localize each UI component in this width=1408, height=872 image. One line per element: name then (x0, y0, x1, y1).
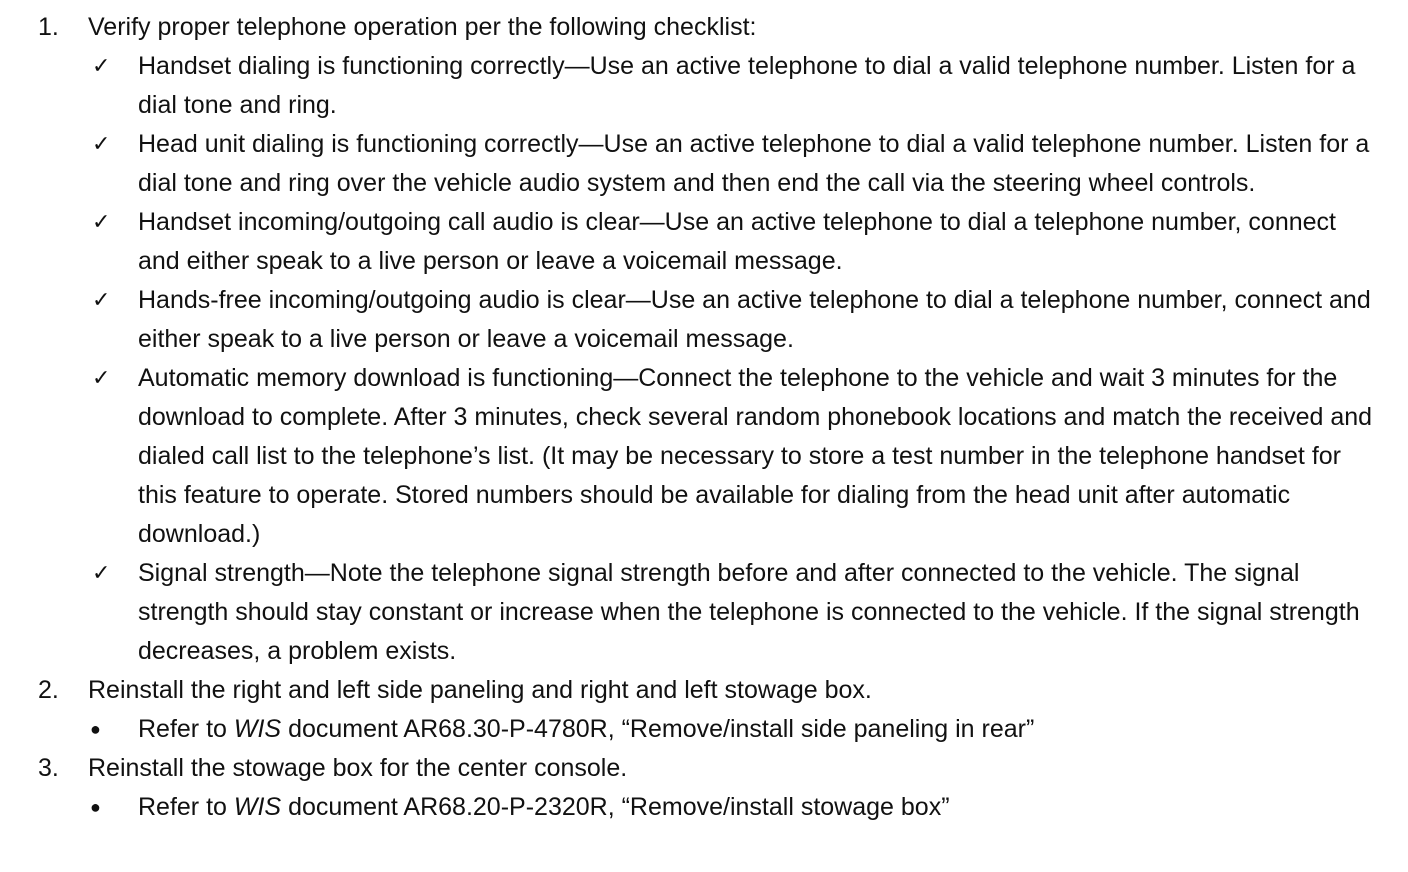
checkmark-icon: ✓ (92, 288, 111, 313)
checkmark-icon: ✓ (92, 366, 111, 391)
checklist-item (0, 554, 1378, 671)
step-number: 2. (38, 676, 59, 704)
checklist-item (0, 203, 1378, 281)
bullet-icon: ● (90, 797, 101, 817)
checklist-item (0, 359, 1378, 554)
reference-text (138, 788, 1378, 827)
checklist-item-text: Hands-free incoming/outgoing audio is clear—Use an active telephone to dial a telephone number, connect and either speak to a live person or leave a voicemail message. (138, 286, 1371, 353)
reference-system: WIS (233, 793, 282, 821)
checklist-item (0, 281, 1378, 359)
step-number: 1. (38, 13, 59, 41)
checklist-item-text: Signal strength—Note the telephone signal strength before and after connected to the vehicle. The signal strength should stay constant or increase when the telephone is connected to the vehicle. If the signal strength decreases, a problem exists. (138, 559, 1360, 665)
checkmark-icon: ✓ (92, 132, 111, 157)
checklist-item-text: Head unit dialing is functioning correctly—Use an active telephone to dial a valid telephone number. Listen for a dial tone and ring over the vehicle audio system and then end the call via the steering wheel controls. (138, 130, 1370, 197)
reference-document: document AR68.20-P-2320R, “Remove/install stowage box” (288, 793, 950, 821)
reference-document: document AR68.30-P-4780R, “Remove/install side paneling in rear” (288, 715, 1035, 743)
checklist-item (0, 125, 1378, 203)
step-3 (0, 749, 1408, 788)
reference-item (0, 710, 1378, 749)
checkmark-icon: ✓ (92, 561, 111, 586)
reference-prefix: Refer to (138, 793, 227, 821)
reference-text (138, 710, 1378, 749)
step-text: Verify proper telephone operation per the following checklist: (88, 13, 757, 41)
step-1 (0, 8, 1408, 47)
checkmark-icon: ✓ (92, 54, 111, 79)
checklist-item-text: Handset incoming/outgoing call audio is clear—Use an active telephone to dial a telephone number, connect and either speak to a live person or leave a voicemail message. (138, 208, 1336, 275)
step-text: Reinstall the right and left side paneling and right and left stowage box. (88, 676, 872, 704)
checklist-item (0, 47, 1378, 125)
checkmark-icon: ✓ (92, 210, 111, 235)
bullet-icon: ● (90, 719, 101, 739)
reference-system: WIS (233, 715, 282, 743)
checklist-item-text: Automatic memory download is functioning—Connect the telephone to the vehicle and wait 3 minutes for the download to complete. After 3 minutes, check several random phonebook locations and match the received and dialed call list to the telephone’s list. (It may be necessary to store a test number in the telephone handset for this feature to operate. Stored numbers should be available for dialing from the head unit after automatic download.) (138, 364, 1373, 548)
step-number: 3. (38, 754, 59, 782)
step-2 (0, 671, 1408, 710)
step-text: Reinstall the stowage box for the center console. (88, 754, 628, 782)
checklist-item-text: Handset dialing is functioning correctly—Use an active telephone to dial a valid telephone number. Listen for a dial tone and ring. (138, 52, 1356, 119)
reference-item (0, 788, 1378, 827)
reference-prefix: Refer to (138, 715, 227, 743)
